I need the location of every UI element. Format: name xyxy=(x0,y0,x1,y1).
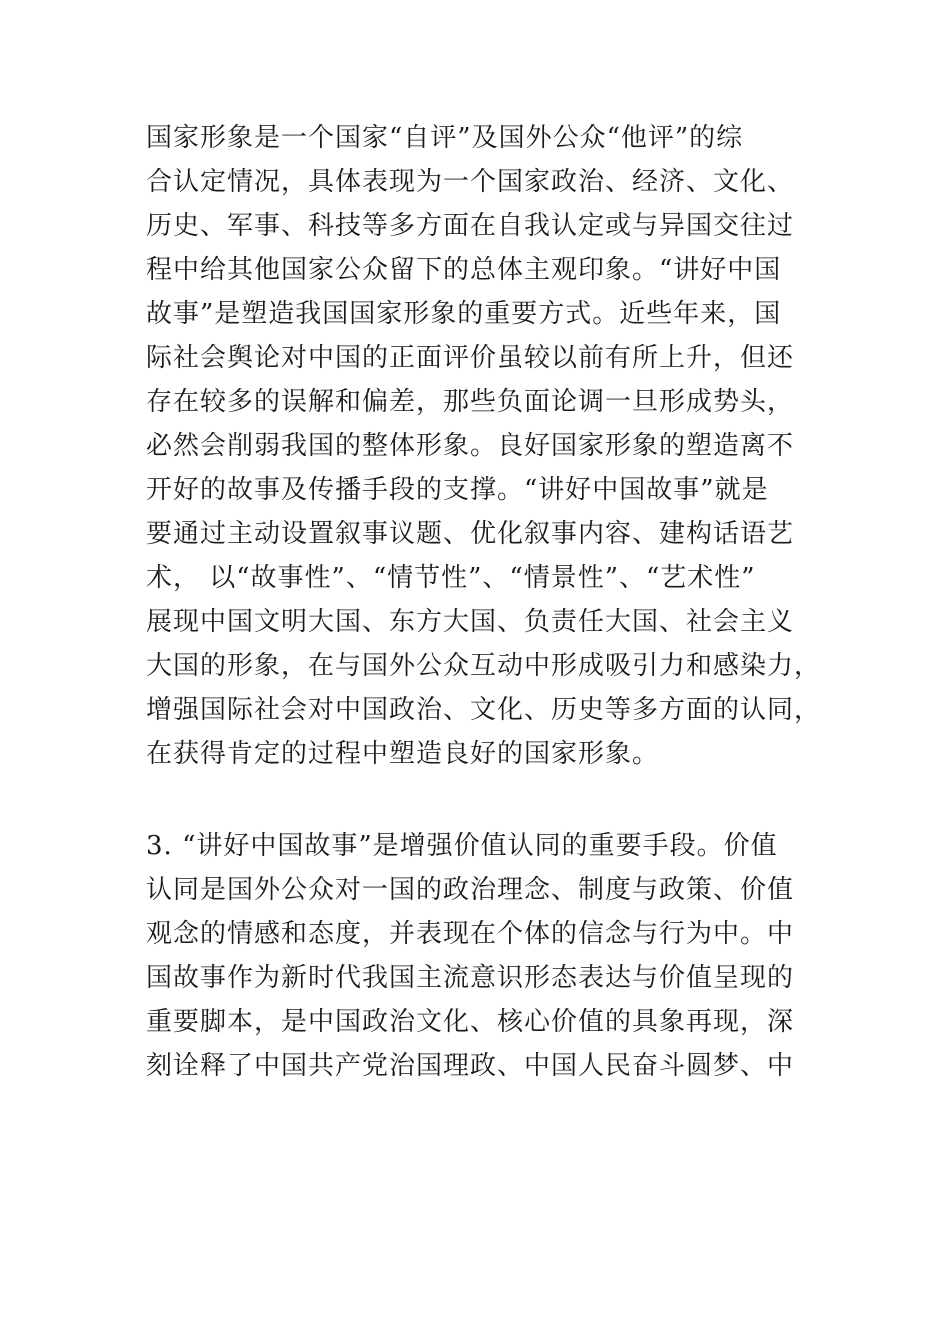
text-line: 3. “讲好中国故事”是增强价值认同的重要手段。价值 xyxy=(146,831,778,861)
text-line: 在获得肯定的过程中塑造良好的国家形象。 xyxy=(146,739,660,769)
text-line: 历史、军事、科技等多方面在自我认定或与异国交往过 xyxy=(146,211,795,241)
text-line: 认同是国外公众对一国的政治理念、制度与政策、价值 xyxy=(146,875,795,905)
text-line: 刻诠释了中国共产党治国理政、中国人民奋斗圆梦、中 xyxy=(146,1051,795,1081)
text-line: 增强国际社会对中国政治、文化、历史等多方面的认同， xyxy=(146,695,822,725)
text-line: 故事”是塑造我国国家形象的重要方式。近些年来，国 xyxy=(146,299,782,329)
text-line: 程中给其他国家公众留下的总体主观印象。“讲好中国 xyxy=(146,255,782,285)
text-line: 国家形象是一个国家“自评”及国外公众“他评”的综 xyxy=(146,123,744,153)
text-line: 开好的故事及传播手段的支撑。“讲好中国故事”就是 xyxy=(146,475,769,505)
text-line: 展现中国文明大国、东方大国、负责任大国、社会主义 xyxy=(146,607,795,637)
text-line: 要通过主动设置叙事议题、优化叙事内容、建构话语艺 xyxy=(146,519,795,549)
text-line: 存在较多的误解和偏差，那些负面论调一旦形成势头， xyxy=(146,387,795,417)
text-line: 际社会舆论对中国的正面评价虽较以前有所上升，但还 xyxy=(146,343,795,373)
text-line: 合认定情况，具体表现为一个国家政治、经济、文化、 xyxy=(146,167,795,197)
text-line: 术， 以“故事性”、“情节性”、“情景性”、“艺术性” xyxy=(146,563,756,593)
text-line: 重要脚本，是中国政治文化、核心价值的具象再现，深 xyxy=(146,1007,795,1037)
text-line: 必然会削弱我国的整体形象。良好国家形象的塑造离不 xyxy=(146,431,795,461)
text-line: 观念的情感和态度，并表现在个体的信念与行为中。中 xyxy=(146,919,795,949)
text-line: 大国的形象，在与国外公众互动中形成吸引力和感染力， xyxy=(146,651,822,681)
text-line: 国故事作为新时代我国主流意识形态表达与价值呈现的 xyxy=(146,963,795,993)
